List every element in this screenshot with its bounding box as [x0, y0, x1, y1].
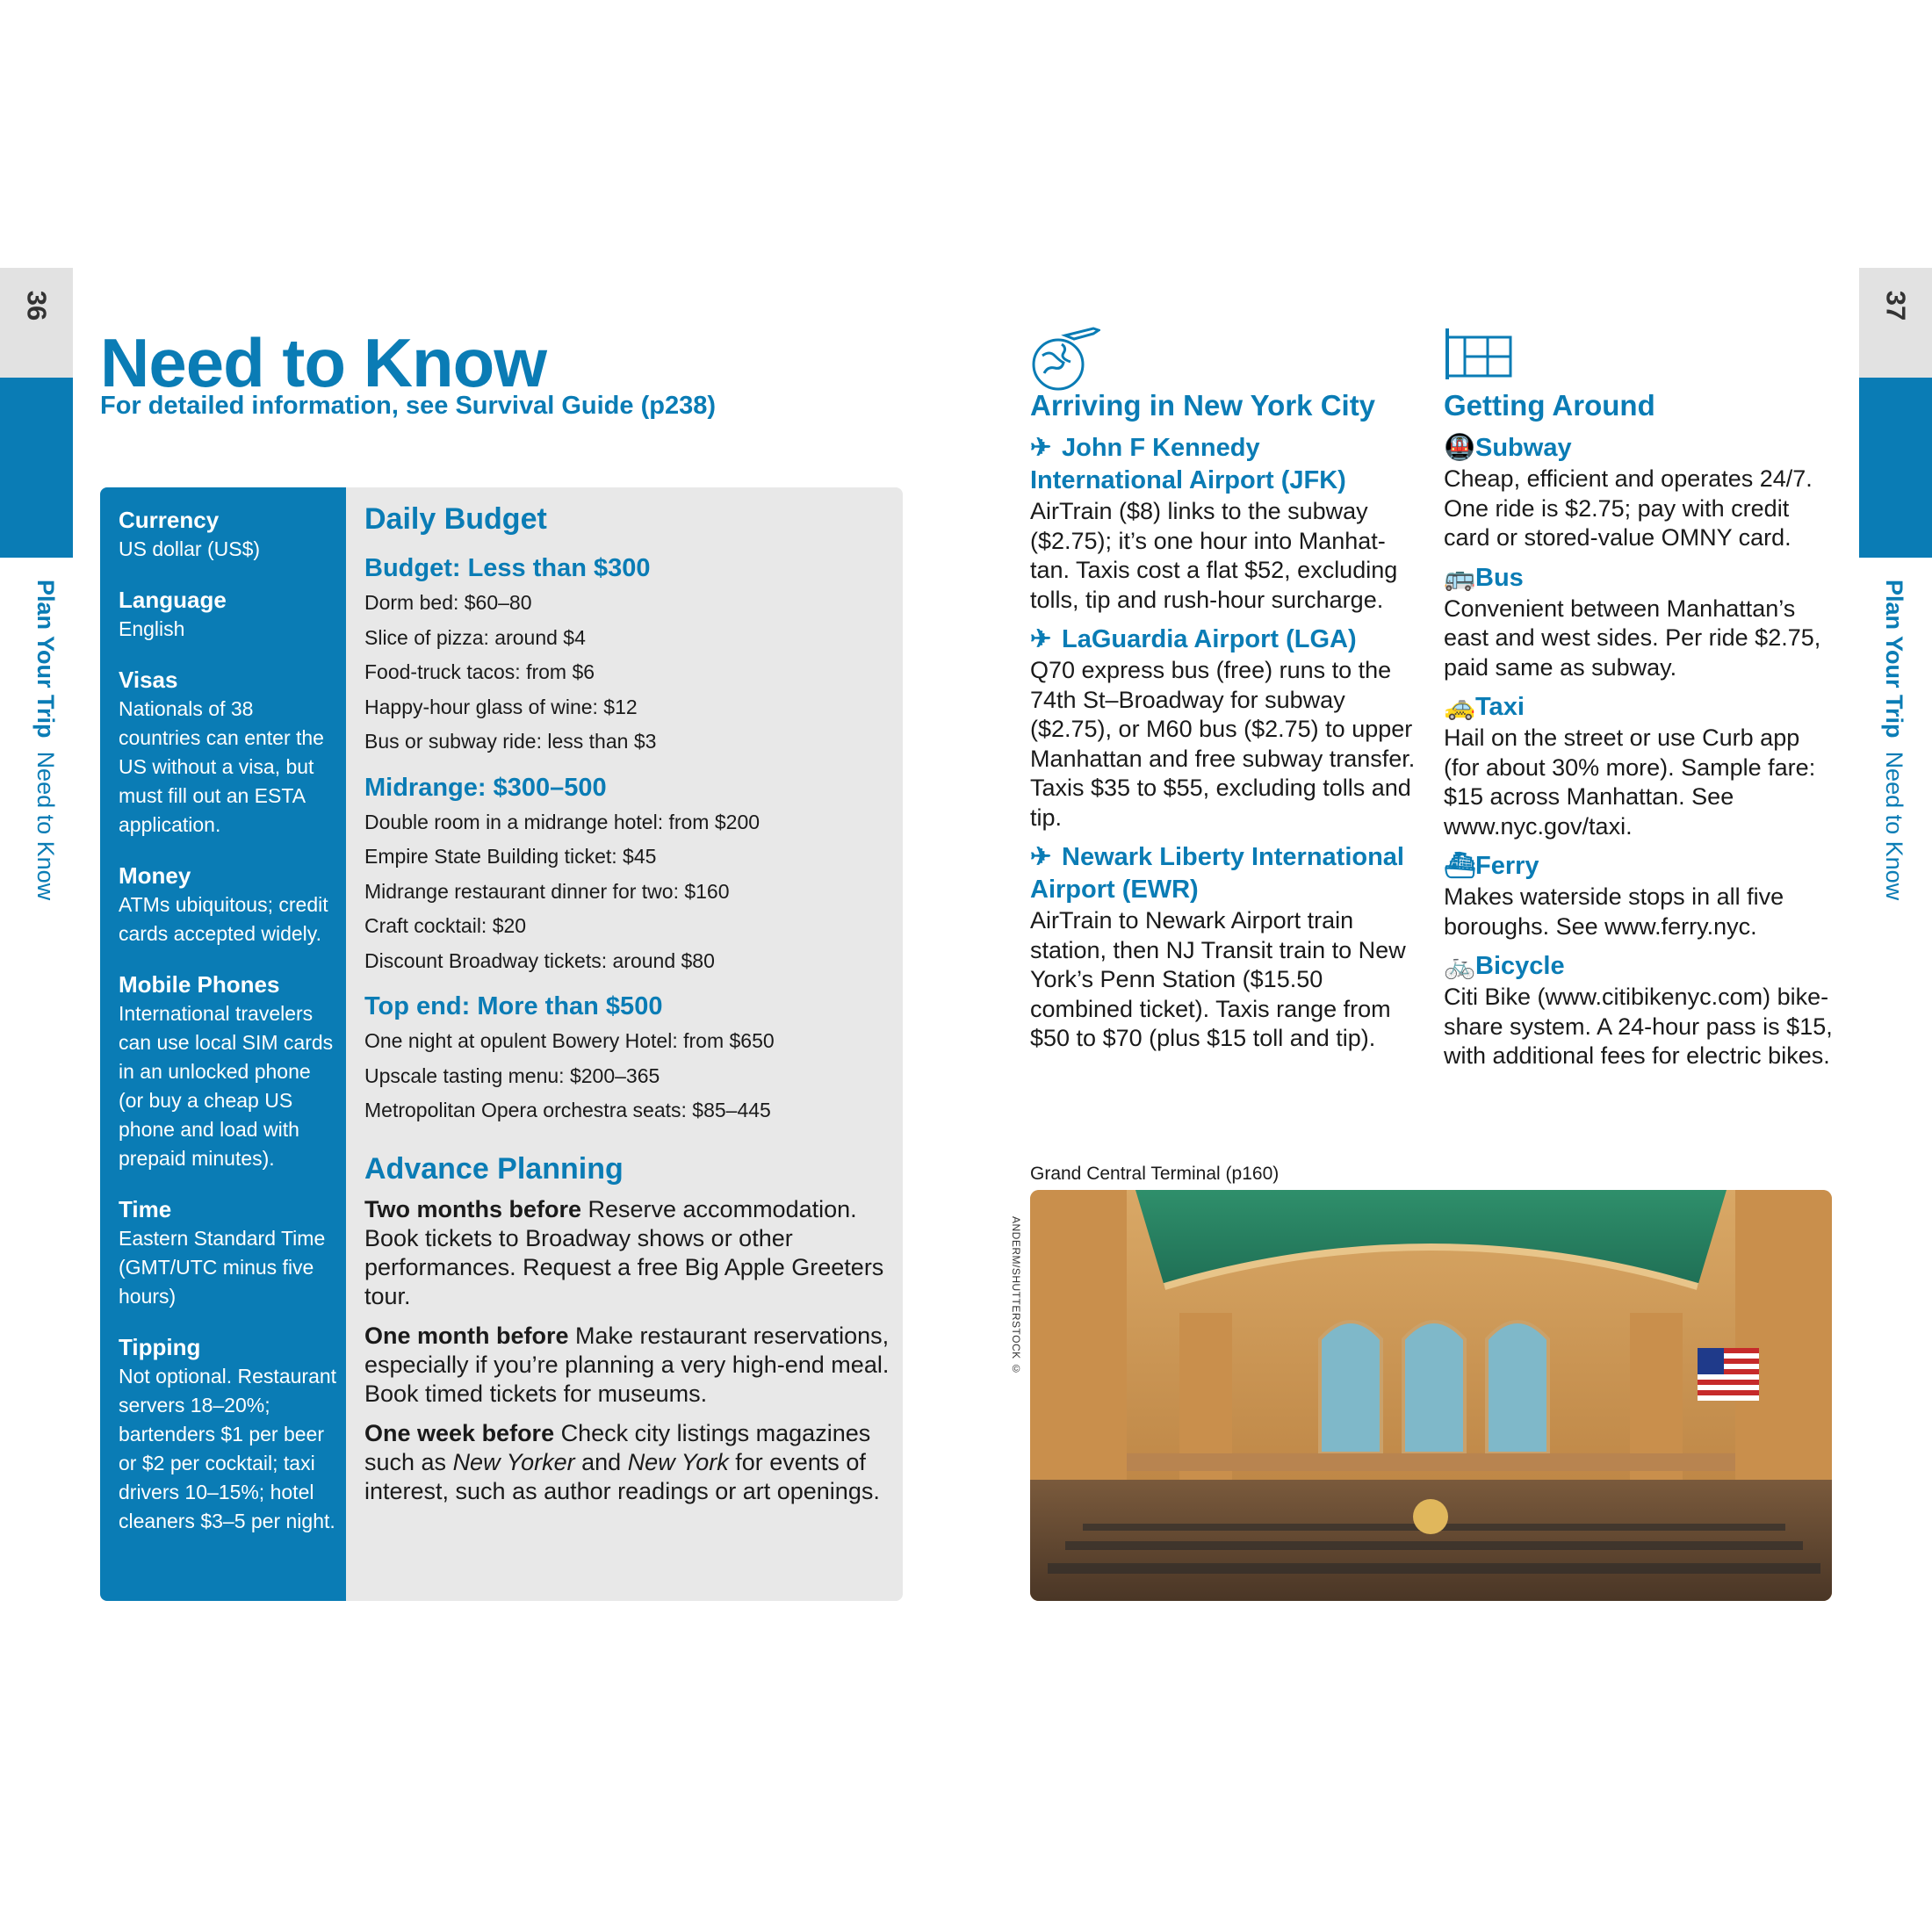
budget-tier-heading: Budget: Less than $300: [364, 554, 651, 582]
fact-time: [119, 1194, 338, 1311]
fact-heading: Money: [119, 862, 191, 889]
fact-tipping: [119, 1332, 338, 1536]
getting-around-heading: Getting Around: [1444, 389, 1655, 422]
fact-visas: [119, 665, 338, 840]
page-title: Need to Know: [100, 324, 546, 401]
budget-item: Craft cocktail: $20: [364, 914, 527, 937]
transport-item-text: Citi Bike (www.citibikenyc.com) bike-share system. A 24-hour pass is $15, with additional fees for electric bikes.: [1444, 984, 1833, 1069]
fact-text: Nationals of 38 countries can enter the US without a visa, but must fill out an ESTA application.: [119, 697, 324, 836]
fact-currency: [119, 505, 338, 564]
transport-item-text: Convenient between Manhattan’s east and west sides. Per ride $2.75, paid same as subway.: [1444, 595, 1821, 681]
fact-text: Eastern Standard Time (GMT/UTC minus five hours): [119, 1227, 326, 1308]
planning-lead: One week before: [364, 1419, 555, 1446]
fact-text: International travelers can use local SIM cards in an unlocked phone (or buy a cheap US phone and load with prepaid minutes).: [119, 1002, 334, 1170]
right-side-label: [1872, 580, 1907, 913]
planning-paragraph: [364, 1419, 891, 1506]
side-label-bold: Plan Your Trip: [1881, 580, 1907, 739]
planning-text: for events of interest, such as author readings or art openings.: [364, 1448, 880, 1504]
taxi-icon: 🚕: [1444, 693, 1476, 721]
side-label-light: Need to Know: [32, 751, 59, 901]
plane-icon: ✈: [1030, 625, 1052, 653]
fact-heading: Tipping: [119, 1334, 201, 1360]
transport-item-title: Taxi: [1475, 693, 1525, 721]
facts-list: [119, 505, 338, 1557]
budget-item: Bus or subway ride: less than $3: [364, 730, 657, 753]
transport-item-text: Hail on the street or use Curb app (for about 30% more). Sample fare: $15 across Manhattan. See www.nyc.gov/taxi.: [1444, 724, 1816, 840]
fact-heading: Time: [119, 1196, 172, 1222]
fact-heading: Currency: [119, 507, 220, 533]
arrival-item-title: Newark Liberty International Airport (EWR): [1030, 843, 1404, 904]
budget-item: Upscale tasting menu: $200–365: [364, 1063, 660, 1087]
budget-item: Metropolitan Opera orchestra seats: $85–445: [364, 1099, 771, 1121]
arrival-item-title: LaGuardia Airport (LGA): [1062, 625, 1357, 653]
planning-paragraph: [364, 1195, 891, 1311]
info-panel: [100, 487, 903, 1601]
budget-item: Dorm bed: $60–80: [364, 591, 532, 614]
arrival-item-text: Q70 express bus (free) runs to the 74th St–Broadway for subway ($2.75), or M60 bus ($2.75) to upper Manhattan and free subway transfer. Taxis $35 to $55, excluding tolls and tip.: [1030, 657, 1416, 831]
fact-text: Not optional. Restaurant servers 18–20%; bartenders $1 per beer or $2 per cocktail; taxi drivers 10–15%; hotel cleaners $3–5 per night.: [119, 1365, 337, 1532]
right-tab-blue: [1859, 378, 1932, 558]
right-page-number: 37: [1880, 290, 1912, 321]
magazine-title: New York: [627, 1448, 729, 1475]
daily-budget-heading: Daily Budget: [364, 502, 547, 536]
budget-and-planning: [364, 498, 891, 1517]
getting-around-column: [1444, 325, 1841, 1080]
side-label-bold: Plan Your Trip: [32, 580, 59, 739]
transport-item-title: Bicycle: [1475, 952, 1565, 980]
left-page-number: 36: [21, 290, 53, 321]
bus-icon: 🚌: [1444, 563, 1476, 592]
photo-caption: Grand Central Terminal (p160): [1030, 1164, 1280, 1184]
budget-item: Discount Broadway tickets: around $80: [364, 948, 715, 972]
budget-item: Happy-hour glass of wine: $12: [364, 695, 638, 718]
photo-credit: ANDERM/SHUTTERSTOCK ©: [1010, 1216, 1022, 1375]
transport-item-heading: [1444, 562, 1841, 595]
magazine-title: New Yorker: [452, 1448, 575, 1475]
fact-language: [119, 585, 338, 644]
transport-item-heading: [1444, 950, 1841, 983]
arrival-item-title: John F Kennedy International Airport (JFK): [1030, 434, 1346, 494]
left-side-label: [24, 580, 59, 913]
fact-text: ATMs ubiquitous; credit cards accepted widely.: [119, 893, 328, 945]
arrival-item-text: AirTrain ($8) links to the subway ($2.75); it’s one hour into Manhattan. Taxis cost a flat $52, excluding tolls, tip and rush-hour surcharge.: [1030, 498, 1398, 613]
planning-text: Reserve accommodation. Book tickets to Broadway shows or other performances. Request a free Big Apple Greeters tour.: [364, 1195, 884, 1309]
transport-item-heading: [1444, 691, 1841, 724]
budget-item: Slice of pizza: around $4: [364, 625, 586, 649]
subway-icon: 🚇: [1444, 434, 1476, 462]
planning-lead: One month before: [364, 1322, 569, 1349]
globe-plane-icon: [1030, 325, 1417, 379]
fact-text: US dollar (US$): [119, 537, 261, 560]
facts-sidebar: [100, 487, 346, 1601]
fact-text: English: [119, 617, 185, 640]
transport-item-heading: [1444, 432, 1841, 465]
ferry-icon: ⛴: [1444, 852, 1476, 880]
arrival-item-heading: [1030, 624, 1417, 656]
arrival-item-heading: [1030, 841, 1417, 906]
arriving-heading: Arriving in New York City: [1030, 389, 1376, 422]
transit-sign-icon: [1444, 325, 1841, 379]
transport-item-text: Makes waterside stops in all five boroughs. See www.ferry.nyc.: [1444, 883, 1784, 940]
planning-text: Check city listings magazines such as: [364, 1419, 871, 1475]
arriving-column: [1030, 325, 1417, 1063]
left-tab-blue: [0, 378, 73, 558]
page-subtitle: For detailed information, see Survival Guide (p238): [100, 392, 716, 420]
budget-tier-heading: Midrange: $300–500: [364, 773, 607, 802]
budget-item: Empire State Building ticket: $45: [364, 845, 657, 868]
planning-text: Make restaurant reservations, especially if you’re planning a very high-end meal. Book timed tickets for museums.: [364, 1322, 890, 1407]
fact-heading: Mobile Phones: [119, 971, 280, 998]
bicycle-icon: 🚲: [1444, 952, 1476, 980]
transport-item-heading: [1444, 850, 1841, 883]
grand-central-photo: [1030, 1190, 1832, 1601]
transport-item-title: Bus: [1475, 563, 1524, 592]
advance-planning-heading: Advance Planning: [364, 1151, 624, 1186]
side-label-light: Need to Know: [1881, 751, 1907, 901]
fact-heading: Visas: [119, 667, 178, 693]
transport-item-text: Cheap, efficient and operates 24/7. One ride is $2.75; pay with credit card or stored-value OMNY card.: [1444, 465, 1813, 551]
arrival-item-heading: [1030, 432, 1417, 497]
plane-icon: ✈: [1030, 434, 1052, 462]
planning-lead: Two months before: [364, 1195, 581, 1222]
transport-item-title: Subway: [1475, 434, 1572, 462]
budget-item: One night at opulent Bowery Hotel: from $650: [364, 1029, 775, 1052]
budget-item: Double room in a midrange hotel: from $200: [364, 810, 761, 833]
transport-item-title: Ferry: [1475, 852, 1539, 880]
fact-heading: Language: [119, 587, 227, 613]
plane-icon: ✈: [1030, 843, 1052, 871]
budget-item: Midrange restaurant dinner for two: $160: [364, 879, 730, 903]
planning-paragraph: [364, 1322, 891, 1409]
fact-mobile-phones: [119, 970, 338, 1173]
fact-money: [119, 861, 338, 948]
planning-text: and: [574, 1448, 628, 1475]
arrival-item-text: AirTrain to Newark Airport train station, then NJ Transit train to New York’s Penn Station ($15.50 combined ticket). Taxis range from $50 to $70 (plus $15 toll and tip).: [1030, 907, 1406, 1051]
budget-tier-heading: Top end: More than $500: [364, 992, 663, 1020]
budget-item: Food-truck tacos: from $6: [364, 660, 595, 683]
